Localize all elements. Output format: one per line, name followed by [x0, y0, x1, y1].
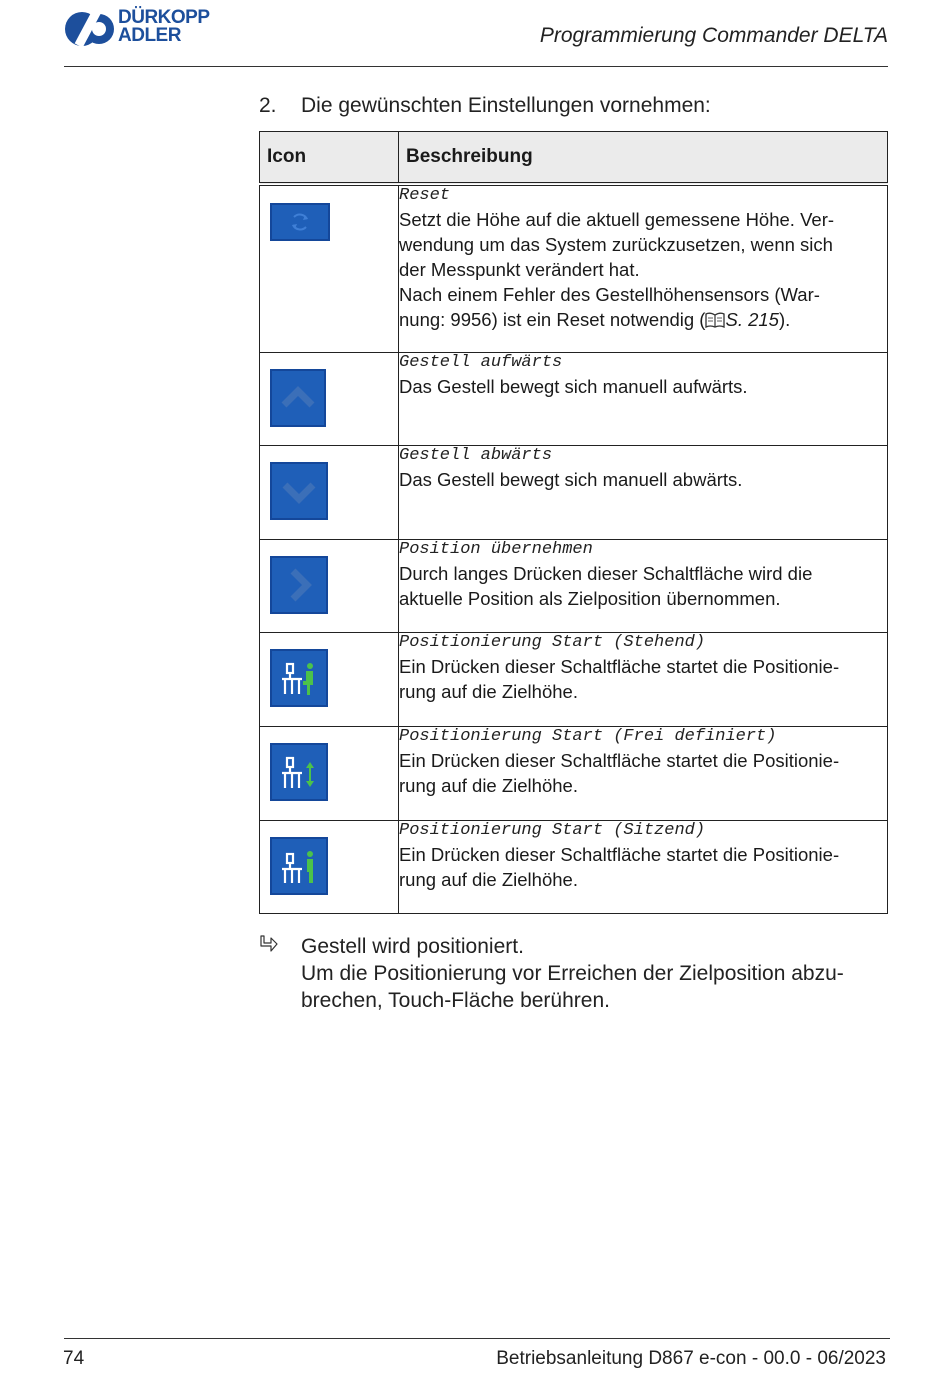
chevron-up-icon: [272, 371, 324, 425]
setting-name: Gestell aufwärts: [399, 352, 563, 372]
chevron-right-icon: [272, 558, 326, 612]
confirm-position-button: [270, 556, 328, 614]
icon-cell: [260, 726, 399, 820]
result-note: [259, 933, 891, 1014]
book-reference-icon: [705, 312, 725, 328]
table-row: [260, 539, 888, 632]
brand-line-2: ADLER: [118, 25, 181, 46]
description-line: rung auf die Zielhöhe.: [399, 774, 578, 796]
result-arrow-icon: [259, 935, 279, 955]
description-text: ).: [778, 309, 791, 330]
description-line: Ein Drücken dieser Schaltfläche startet die Positionie-: [399, 749, 840, 771]
brand-name: [118, 9, 210, 45]
up-button: [270, 369, 326, 427]
table-row: [260, 820, 888, 913]
description-cell: [399, 726, 888, 820]
step-text: Die gewünschten Einstellungen vornehmen:: [301, 94, 711, 117]
setting-name: Reset: [399, 186, 451, 205]
description-line: rung auf die Zielhöhe.: [399, 680, 578, 702]
reset-icon: [272, 205, 328, 239]
sitting-position-icon: [272, 839, 326, 893]
page-reference-link[interactable]: S. 215: [725, 309, 779, 330]
description-cell: [399, 820, 888, 913]
description-line: Das Gestell bewegt sich manuell abwärts.: [399, 468, 743, 490]
table-row: [260, 352, 888, 445]
chevron-down-icon: [272, 464, 326, 518]
header-title: Programmierung Commander DELTA: [539, 24, 888, 47]
description-cell: [399, 184, 888, 352]
step-instruction: [259, 94, 711, 118]
description-line: Nach einem Fehler des Gestellhöhensensors (War-: [399, 284, 820, 305]
brand-logo: [63, 9, 233, 49]
header-divider: [64, 66, 888, 67]
description-line: Setzt die Höhe auf die aktuell gemessene Höhe. Ver-: [399, 209, 835, 230]
description-line: Durch langes Drücken dieser Schaltfläche wird die: [399, 562, 813, 584]
icon-cell: [260, 539, 399, 632]
icon-cell: [260, 632, 399, 726]
footer-title: Betriebsanleitung D867 e-con - 00.0 - 06/2023: [496, 1348, 886, 1369]
table-header-row: [260, 132, 888, 185]
table-row: [260, 632, 888, 726]
setting-name: Positionierung Start (Stehend): [399, 632, 706, 652]
description-line: Ein Drücken dieser Schaltfläche startet die Positionie-: [399, 843, 840, 865]
description-cell: [399, 445, 888, 539]
icon-cell: [260, 352, 399, 445]
description-cell: [399, 632, 888, 726]
icon-cell: [260, 184, 399, 352]
description-line: rung auf die Zielhöhe.: [399, 868, 578, 890]
reset-button: [270, 203, 330, 241]
setting-name: Positionierung Start (Frei definiert): [399, 726, 777, 746]
setting-name: Positionierung Start (Sitzend): [399, 820, 706, 840]
brand-line-1: DÜRKOPP: [118, 7, 210, 28]
description-cell: [399, 352, 888, 445]
icon-cell: [260, 820, 399, 913]
icon-cell: [260, 445, 399, 539]
description-text: nung: 9956) ist ein Reset notwendig (: [399, 309, 706, 330]
header-description: Beschreibung: [399, 132, 888, 185]
standing-position-icon: [272, 651, 326, 705]
result-line: Um die Positionierung vor Erreichen der Zielposition abzu-: [301, 962, 844, 985]
description-line: Das Gestell bewegt sich manuell aufwärts.: [399, 375, 748, 397]
down-button: [270, 462, 328, 520]
setting-name: Gestell abwärts: [399, 445, 553, 465]
footer-divider: [64, 1338, 890, 1339]
free-position-button: [270, 743, 328, 801]
table-row: [260, 726, 888, 820]
description-line: der Messpunkt verändert hat.: [399, 259, 640, 280]
description-line: Ein Drücken dieser Schaltfläche startet die Positionie-: [399, 655, 840, 677]
description-line: aktuelle Position als Zielposition übernommen.: [399, 587, 781, 609]
header-icon: Icon: [260, 132, 399, 185]
description-line: [399, 307, 887, 332]
description-line: wendung um das System zurückzusetzen, wenn sich: [399, 234, 833, 255]
result-line: brechen, Touch-Fläche berühren.: [301, 989, 610, 1012]
description-cell: [399, 539, 888, 632]
result-line: Gestell wird positioniert.: [301, 935, 524, 958]
free-position-icon: [272, 745, 326, 799]
step-number: 2.: [259, 94, 277, 117]
page-number: 74: [63, 1348, 85, 1369]
table-row: [260, 184, 888, 352]
standing-position-button: [270, 649, 328, 707]
settings-table: [259, 131, 888, 914]
table-row: [260, 445, 888, 539]
duerkopp-adler-logo-icon: [63, 10, 115, 48]
setting-name: Position übernehmen: [399, 539, 593, 559]
sitting-position-button: [270, 837, 328, 895]
